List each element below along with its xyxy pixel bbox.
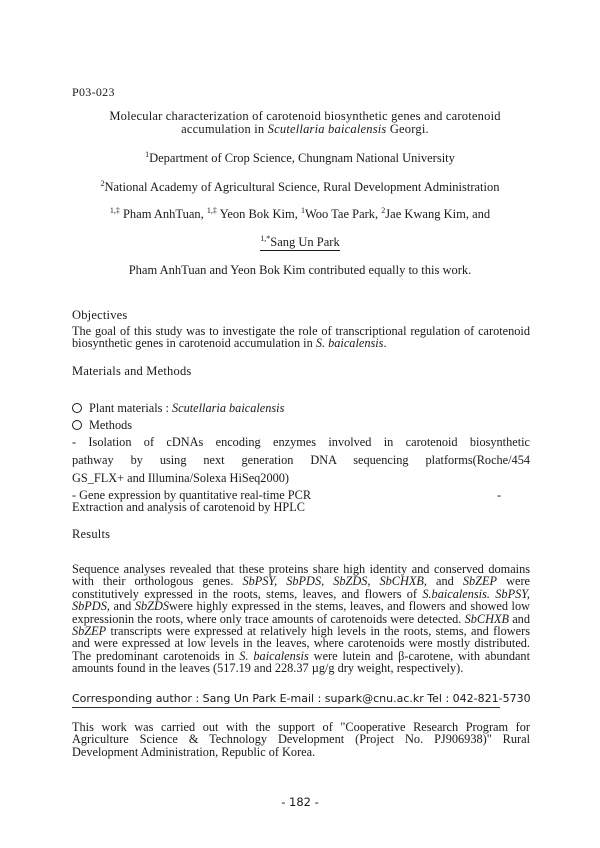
gene-name: SbZEP [462, 574, 498, 589]
objectives-heading: Objectives [72, 308, 128, 322]
gene-name: SbZEP [72, 624, 107, 639]
results-text [72, 563, 530, 675]
affiliation-1 [40, 150, 560, 166]
author-marker: 1,‡ [109, 206, 120, 215]
results-body: and [427, 574, 463, 589]
affiliation-marker: 2 [100, 179, 105, 188]
objectives-text [72, 325, 530, 350]
author-marker: 1,* [260, 234, 271, 243]
gene-name: SbPSY, SbPDS, SbZDS, SbCHXB, [242, 574, 427, 589]
methods-dash-1-line-1: - Isolation of cDNAs encoding enzymes involved in carotenoid biosynthetic [72, 435, 530, 449]
results-body: were lutein and β-carotene, with abundant amounts found in the leaves (517.19 and 228.37 µg/g dry weight, respectively). [72, 648, 530, 676]
objectives-body: The goal of this study was to investigate the role of transcriptional regulation of carotenoid biosynthetic genes in carotenoid accumulation in [72, 324, 530, 351]
title-species: Scutellaria baicalensis [267, 122, 387, 136]
results-body: Sequence analyses revealed that these proteins share high identity and conserved domains with their orthologous genes. [72, 562, 530, 589]
results-heading: Results [72, 527, 111, 541]
gene-name: SbZDS [134, 599, 169, 614]
affiliation-marker: 1 [145, 150, 150, 159]
author-name: Yeon Bok Kim, [216, 207, 301, 221]
author-list [40, 206, 560, 222]
page-number: - 182 - [281, 795, 319, 809]
item-label: Plant materials : [89, 401, 172, 415]
circle-bullet-icon [72, 403, 82, 413]
equal-contribution-note: Pham AnhTuan and Yeon Bok Kim contributed equally to this work. [128, 263, 472, 277]
methods-item-plant [72, 401, 284, 416]
species-name: Scutellaria baicalensis [172, 401, 285, 415]
objectives-body: . [383, 336, 387, 351]
abstract-code: P03-023 [72, 85, 115, 99]
item-label: Methods [89, 418, 133, 432]
methods-heading: Materials and Methods [72, 364, 192, 378]
corresponding-author-line: Corresponding author : Sang Un Park E-mail : supark@cnu.ac.kr Tel : 042-821-5730 [72, 692, 531, 705]
author-marker: 1 [300, 206, 305, 215]
species-name: S. baicalensis [239, 648, 309, 663]
species-name: S.baicalensis. [422, 586, 490, 601]
circle-bullet-icon [72, 420, 82, 430]
affiliation-2 [40, 179, 560, 195]
results-body: were constitutively expressed in the roots, stems, leaves, and flowers of [72, 574, 530, 601]
results-body: and [509, 611, 530, 626]
title-text: accumulation in [181, 122, 268, 136]
gene-name: SbPSY, SbPDS, [72, 586, 531, 614]
author-marker: 2 [381, 206, 386, 215]
acknowledgement: This work was carried out with the support of "Cooperative Research Program for Agriculture Science & Technology Development (Project No. PJ906938)" Rural Development Administration, Republic of Korea. [72, 720, 530, 759]
corresponding-author-name [40, 234, 560, 250]
results-body: were highly expressed in the stems, leaves, and flowers and showed low expressionin the roots, where only trace amounts of carotenoids were detected. [72, 599, 530, 626]
title-line-2 [60, 123, 550, 136]
author-name: Sang Un Park [270, 235, 340, 249]
methods-item-methods [72, 418, 132, 433]
methods-dash-1-line-3: GS_FLX+ and Illumina/Solexa HiSeq2000) [72, 471, 289, 485]
affiliation-text: Department of Crop Science, Chungnam National University [149, 151, 455, 165]
species-name: S. baicalensis [315, 336, 384, 351]
title-line-1: Molecular characterization of carotenoid biosynthetic genes and carotenoid [109, 109, 501, 123]
methods-dash-2-tail: - [497, 488, 502, 502]
affiliation-text: National Academy of Agricultural Science, Rural Development Administration [104, 180, 500, 194]
abstract-title [60, 110, 550, 136]
gene-name: SbCHXB [464, 611, 509, 626]
author-marker: 1,‡ [206, 206, 217, 215]
methods-dash-1-line-2: pathway by using next generation DNA sequencing platforms(Roche/454 [72, 453, 530, 467]
author-name: Pham AnhTuan, [119, 207, 207, 221]
methods-dash-3: Extraction and analysis of carotenoid by HPLC [72, 500, 305, 514]
author-name: Woo Tae Park, [304, 207, 382, 221]
methods-dash-2: - Gene expression by quantitative real-time PCR [72, 488, 312, 502]
author-name: Jae Kwang Kim, and [385, 207, 491, 221]
results-body: and [109, 599, 135, 614]
title-text: Georgi. [386, 122, 429, 136]
divider [72, 707, 500, 708]
results-body: transcripts were expressed at relatively high levels in the roots, stems, and flowers and were expressed at low levels in the leaves, where carotenoids were mostly distributed. The predominant carotenoids in [72, 624, 530, 663]
